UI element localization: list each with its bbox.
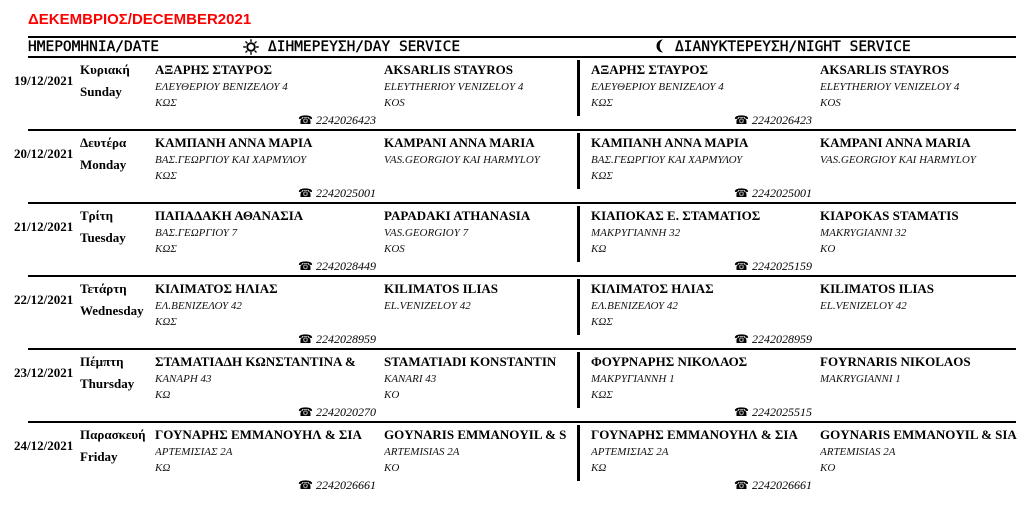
pharmacy-name-english: KILIMATOS ILIAS — [384, 281, 499, 296]
phone-icon — [734, 113, 752, 127]
date-column-header: ΗΜΕΡΟΜΗΝΙΑ/DATE — [28, 39, 159, 55]
phone-number: 2242028959 — [751, 332, 812, 346]
pharmacy-name-english: KAMPANI ANNA MARIA — [820, 135, 971, 150]
pharmacy-name-english: KAMPANI ANNA MARIA — [384, 135, 535, 150]
pharmacy-name-english: AKSARLIS STAYROS — [384, 62, 513, 77]
column-divider — [577, 60, 580, 116]
phone-icon — [734, 259, 752, 273]
schedule-row — [0, 423, 1033, 496]
pharmacy-name-english: AKSARLIS STAYROS — [820, 62, 949, 77]
pharmacy-name-greek: ΚΙΛΙΜΑΤΟΣ ΗΛΙΑΣ — [591, 281, 714, 296]
pharmacy-address-english: MAKRYGIANNI 1 — [820, 373, 901, 385]
pharmacy-address-english: EL.VENIZELOY 42 — [820, 300, 907, 312]
pharmacy-phone — [734, 258, 812, 274]
header-top-rule — [28, 36, 1016, 38]
pharmacy-address-english: ARTEMISIAS 2A — [820, 446, 896, 458]
pharmacy-address-english: VAS.GEORGIOY KAI HARMYLOY — [820, 154, 976, 166]
pharmacy-phone — [734, 331, 812, 347]
pharmacy-city-greek: ΚΩ — [155, 389, 171, 401]
phone-icon — [298, 332, 316, 346]
moon-icon — [652, 38, 668, 54]
pharmacy-address-greek: ΒΑΣ.ΓΕΩΡΓΙΟΥ 7 — [155, 227, 238, 239]
pharmacy-phone — [298, 258, 376, 274]
pharmacy-city-english: KOS — [384, 97, 405, 109]
pharmacy-address-greek: ΑΡΤΕΜΙΣΙΑΣ 2Α — [591, 446, 669, 458]
pharmacy-address-english: VAS.GEORGIOY KAI HARMYLOY — [384, 154, 540, 166]
pharmacy-name-greek: ΠΑΠΑΔΑΚΗ ΑΘΑΝΑΣΙΑ — [155, 208, 304, 223]
pharmacy-address-english: VAS.GEORGIOY 7 — [384, 227, 469, 239]
pharmacy-name-english: GOYNARIS EMMANOYIL & S — [384, 427, 567, 442]
row-date: 22/12/2021 — [14, 292, 74, 307]
phone-icon — [298, 186, 316, 200]
pharmacy-city-english: KOS — [820, 97, 841, 109]
pharmacy-city-english: KOS — [384, 243, 405, 255]
pharmacy-name-greek: ΚΙΑΠΟΚΑΣ Ε. ΣΤΑΜΑΤΙΟΣ — [591, 208, 761, 223]
pharmacy-name-english: KILIMATOS ILIAS — [820, 281, 935, 296]
phone-number: 2242026423 — [751, 113, 812, 127]
pharmacy-address-english: ARTEMISIAS 2A — [384, 446, 460, 458]
pharmacy-name-greek: ΚΑΜΠΑΝΗ ΑΝΝΑ ΜΑΡΙΑ — [155, 135, 313, 150]
pharmacy-city-greek: ΚΩ — [591, 243, 607, 255]
pharmacy-city-greek: ΚΩΣ — [591, 316, 613, 328]
schedule-row — [0, 131, 1033, 204]
pharmacy-name-english: FOYRNARIS NIKOLAOS — [820, 354, 971, 369]
pharmacy-city-greek: ΚΩΣ — [155, 97, 177, 109]
pharmacy-city-greek: ΚΩΣ — [591, 170, 613, 182]
pharmacy-address-english: ELEYTHERIOY VENIZELOY 4 — [820, 81, 960, 93]
pharmacy-address-greek: ΚΑΝΑΡΗ 43 — [155, 373, 212, 385]
schedule-rows — [0, 58, 1033, 496]
pharmacy-address-greek: ΕΛ.ΒΕΝΙΖΕΛΟΥ 42 — [155, 300, 242, 312]
pharmacy-phone — [734, 112, 812, 128]
pharmacy-name-greek: ΓΟΥΝΑΡΗΣ ΕΜΜΑΝΟΥΗΛ & ΣΙΑ — [155, 427, 362, 442]
phone-icon — [734, 478, 752, 492]
pharmacy-address-greek: ΕΛΕΥΘΕΡΙΟΥ ΒΕΝΙΖΕΛΟΥ 4 — [591, 81, 724, 93]
pharmacy-city-greek: ΚΩΣ — [155, 316, 177, 328]
phone-number: 2242025515 — [751, 405, 812, 419]
pharmacy-address-greek: ΒΑΣ.ΓΕΩΡΓΙΟΥ ΚΑΙ ΧΑΡΜΥΛΟΥ — [155, 154, 307, 166]
pharmacy-city-greek: ΚΩΣ — [155, 243, 177, 255]
pharmacy-name-greek: ΦΟΥΡΝΑΡΗΣ ΝΙΚΟΛΑΟΣ — [591, 354, 748, 369]
pharmacy-city-greek: ΚΩ — [591, 462, 607, 474]
page-title: ΔΕΚΕΜΒΡΙΟΣ/DECEMBER2021 — [28, 11, 252, 28]
pharmacy-name-greek: ΓΟΥΝΑΡΗΣ ΕΜΜΑΝΟΥΗΛ & ΣΙΑ — [591, 427, 798, 442]
weekday-english: Tuesday — [80, 230, 126, 245]
schedule-row — [0, 350, 1033, 423]
pharmacy-address-greek: ΑΡΤΕΜΙΣΙΑΣ 2Α — [155, 446, 233, 458]
sun-icon — [243, 39, 259, 55]
pharmacy-name-greek: ΚΑΜΠΑΝΗ ΑΝΝΑ ΜΑΡΙΑ — [591, 135, 749, 150]
phone-number: 2242028959 — [315, 332, 376, 346]
pharmacy-phone — [734, 185, 812, 201]
pharmacy-city-greek: ΚΩΣ — [155, 170, 177, 182]
phone-icon — [734, 186, 752, 200]
phone-number: 2242025001 — [751, 186, 812, 200]
pharmacy-phone — [298, 477, 376, 493]
pharmacy-name-greek: ΑΞΑΡΗΣ ΣΤΑΥΡΟΣ — [155, 62, 272, 77]
phone-number: 2242025159 — [751, 259, 812, 273]
column-divider — [577, 425, 580, 481]
weekday-english: Monday — [80, 157, 127, 172]
row-date: 20/12/2021 — [14, 146, 74, 161]
pharmacy-city-greek: ΚΩΣ — [591, 389, 613, 401]
pharmacy-address-english: MAKRYGIANNI 32 — [820, 227, 907, 239]
phone-number: 2242026661 — [315, 478, 376, 492]
pharmacy-address-english: KANARI 43 — [384, 373, 437, 385]
schedule-row — [0, 204, 1033, 277]
pharmacy-name-english: STAMATIADI KONSTANTIN — [384, 354, 557, 369]
day-service-header: ΔΙΗΜΕΡΕΥΣΗ/DAY SERVICE — [268, 39, 461, 55]
phone-icon — [734, 332, 752, 346]
weekday-greek: Τετάρτη — [80, 281, 127, 296]
pharmacy-name-english: GOYNARIS EMMANOYIL & SIA — [820, 427, 1017, 442]
night-service-header: ΔΙΑΝΥΚΤΕΡΕΥΣΗ/NIGHT SERVICE — [675, 39, 911, 55]
pharmacy-city-english: KO — [384, 462, 400, 474]
row-date: 24/12/2021 — [14, 438, 74, 453]
column-divider — [577, 133, 580, 189]
pharmacy-phone — [734, 404, 812, 420]
pharmacy-address-english: EL.VENIZELOY 42 — [384, 300, 471, 312]
pharmacy-phone — [734, 477, 812, 493]
pharmacy-city-english: KO — [820, 243, 836, 255]
pharmacy-city-greek: ΚΩ — [155, 462, 171, 474]
row-date: 21/12/2021 — [14, 219, 74, 234]
weekday-english: Wednesday — [80, 303, 144, 318]
pharmacy-phone — [298, 185, 376, 201]
phone-number: 2242028449 — [315, 259, 376, 273]
phone-icon — [734, 405, 752, 419]
phone-number: 2242026661 — [751, 478, 812, 492]
row-date: 23/12/2021 — [14, 365, 74, 380]
weekday-greek: Παρασκευή — [80, 427, 146, 442]
column-divider — [577, 279, 580, 335]
pharmacy-address-greek: ΕΛΕΥΘΕΡΙΟΥ ΒΕΝΙΖΕΛΟΥ 4 — [155, 81, 288, 93]
phone-number: 2242026423 — [315, 113, 376, 127]
pharmacy-address-greek: ΕΛ.ΒΕΝΙΖΕΛΟΥ 42 — [591, 300, 678, 312]
pharmacy-name-english: KIAPOKAS STAMATIS — [820, 208, 959, 223]
phone-icon — [298, 405, 316, 419]
weekday-greek: Κυριακή — [80, 62, 130, 77]
schedule-row — [0, 277, 1033, 350]
weekday-greek: Δευτέρα — [80, 135, 127, 150]
pharmacy-city-english: KO — [384, 389, 400, 401]
pharmacy-address-greek: ΜΑΚΡΥΓΙΑΝΝΗ 32 — [591, 227, 681, 239]
schedule-row — [0, 58, 1033, 131]
pharmacy-name-greek: ΚΙΛΙΜΑΤΟΣ ΗΛΙΑΣ — [155, 281, 278, 296]
pharmacy-name-greek: ΑΞΑΡΗΣ ΣΤΑΥΡΟΣ — [591, 62, 708, 77]
pharmacy-phone — [298, 112, 376, 128]
pharmacy-city-greek: ΚΩΣ — [591, 97, 613, 109]
pharmacy-address-greek: ΜΑΚΡΥΓΙΑΝΝΗ 1 — [591, 373, 675, 385]
phone-number: 2242025001 — [315, 186, 376, 200]
phone-icon — [298, 259, 316, 273]
phone-icon — [298, 478, 316, 492]
pharmacy-name-greek: ΣΤΑΜΑΤΙΑΔΗ ΚΩΝΣΤΑΝΤΙΝΑ & — [155, 354, 356, 369]
row-date: 19/12/2021 — [14, 73, 74, 88]
pharmacy-address-greek: ΒΑΣ.ΓΕΩΡΓΙΟΥ ΚΑΙ ΧΑΡΜΥΛΟΥ — [591, 154, 743, 166]
column-divider — [577, 206, 580, 262]
phone-number: 2242020270 — [315, 405, 376, 419]
weekday-english: Sunday — [80, 84, 122, 99]
pharmacy-address-english: ELEYTHERIOY VENIZELOY 4 — [384, 81, 524, 93]
phone-icon — [298, 113, 316, 127]
weekday-english: Thursday — [80, 376, 135, 391]
column-divider — [577, 352, 580, 408]
pharmacy-city-english: KO — [820, 462, 836, 474]
pharmacy-phone — [298, 331, 376, 347]
pharmacy-name-english: PAPADAKI ATHANASIA — [384, 208, 531, 223]
weekday-greek: Πέμπτη — [80, 354, 124, 369]
weekday-greek: Τρίτη — [80, 208, 114, 223]
weekday-english: Friday — [80, 449, 118, 464]
pharmacy-phone — [298, 404, 376, 420]
